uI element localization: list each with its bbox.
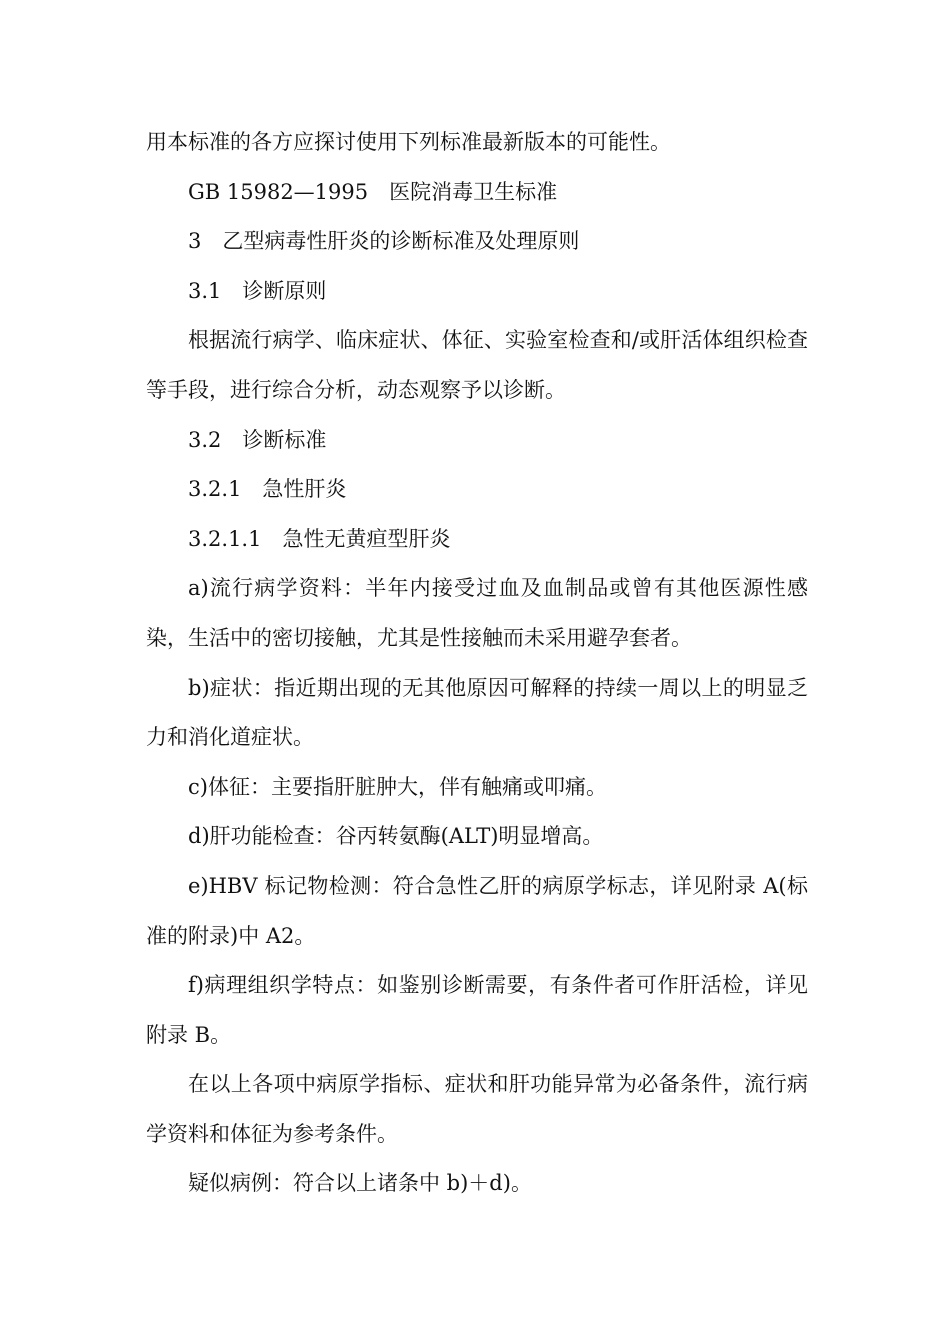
list-item-a: a)流行病学资料：半年内接受过血及血制品或曾有其他医源性感染，生活中的密切接触，尤其是性接触而未采用避孕套者。 xyxy=(146,576,808,650)
paragraph-required-conditions: 在以上各项中病原学指标、症状和肝功能异常为必备条件，流行病学资料和体征为参考条件。 xyxy=(146,1072,808,1146)
list-item-f: f)病理组织学特点：如鉴别诊断需要，有条件者可作肝活检，详见附录 B。 xyxy=(146,973,808,1047)
paragraph-continuation: 用本标准的各方应探讨使用下列标准最新版本的可能性。 xyxy=(146,130,671,154)
list-item-e: e)HBV 标记物检测：符合急性乙肝的病原学标志，详见附录 A(标准的附录)中 A2。 xyxy=(146,873,808,948)
paragraph-suspected-case: 疑似病例：符合以上诸条中 b)＋d)。 xyxy=(188,1171,532,1196)
section-heading-3-2-1: 3.2.1 急性肝炎 xyxy=(188,477,347,502)
section-heading-3-1: 3.1 诊断原则 xyxy=(188,278,327,303)
paragraph-reference-standard: GB 15982—1995 医院消毒卫生标准 xyxy=(188,179,558,204)
paragraph-diagnosis-principle: 根据流行病学、临床症状、体征、实验室检查和/或肝活体组织检查等手段，进行综合分析，动态观察予以诊断。 xyxy=(146,328,808,402)
section-heading-3-2: 3.2 诊断标准 xyxy=(188,427,327,452)
section-heading-3-2-1-1: 3.2.1.1 急性无黄疸型肝炎 xyxy=(188,526,451,551)
list-item-c: c)体征：主要指肝脏肿大，伴有触痛或叩痛。 xyxy=(188,774,607,799)
section-heading-3: 3 乙型病毒性肝炎的诊断标准及处理原则 xyxy=(188,229,580,254)
list-item-b: b)症状：指近期出现的无其他原因可解释的持续一周以上的明显乏力和消化道症状。 xyxy=(146,675,808,750)
document-body xyxy=(146,118,808,1209)
list-item-d: d)肝功能检查：谷丙转氨酶(ALT)明显增高。 xyxy=(188,824,604,849)
